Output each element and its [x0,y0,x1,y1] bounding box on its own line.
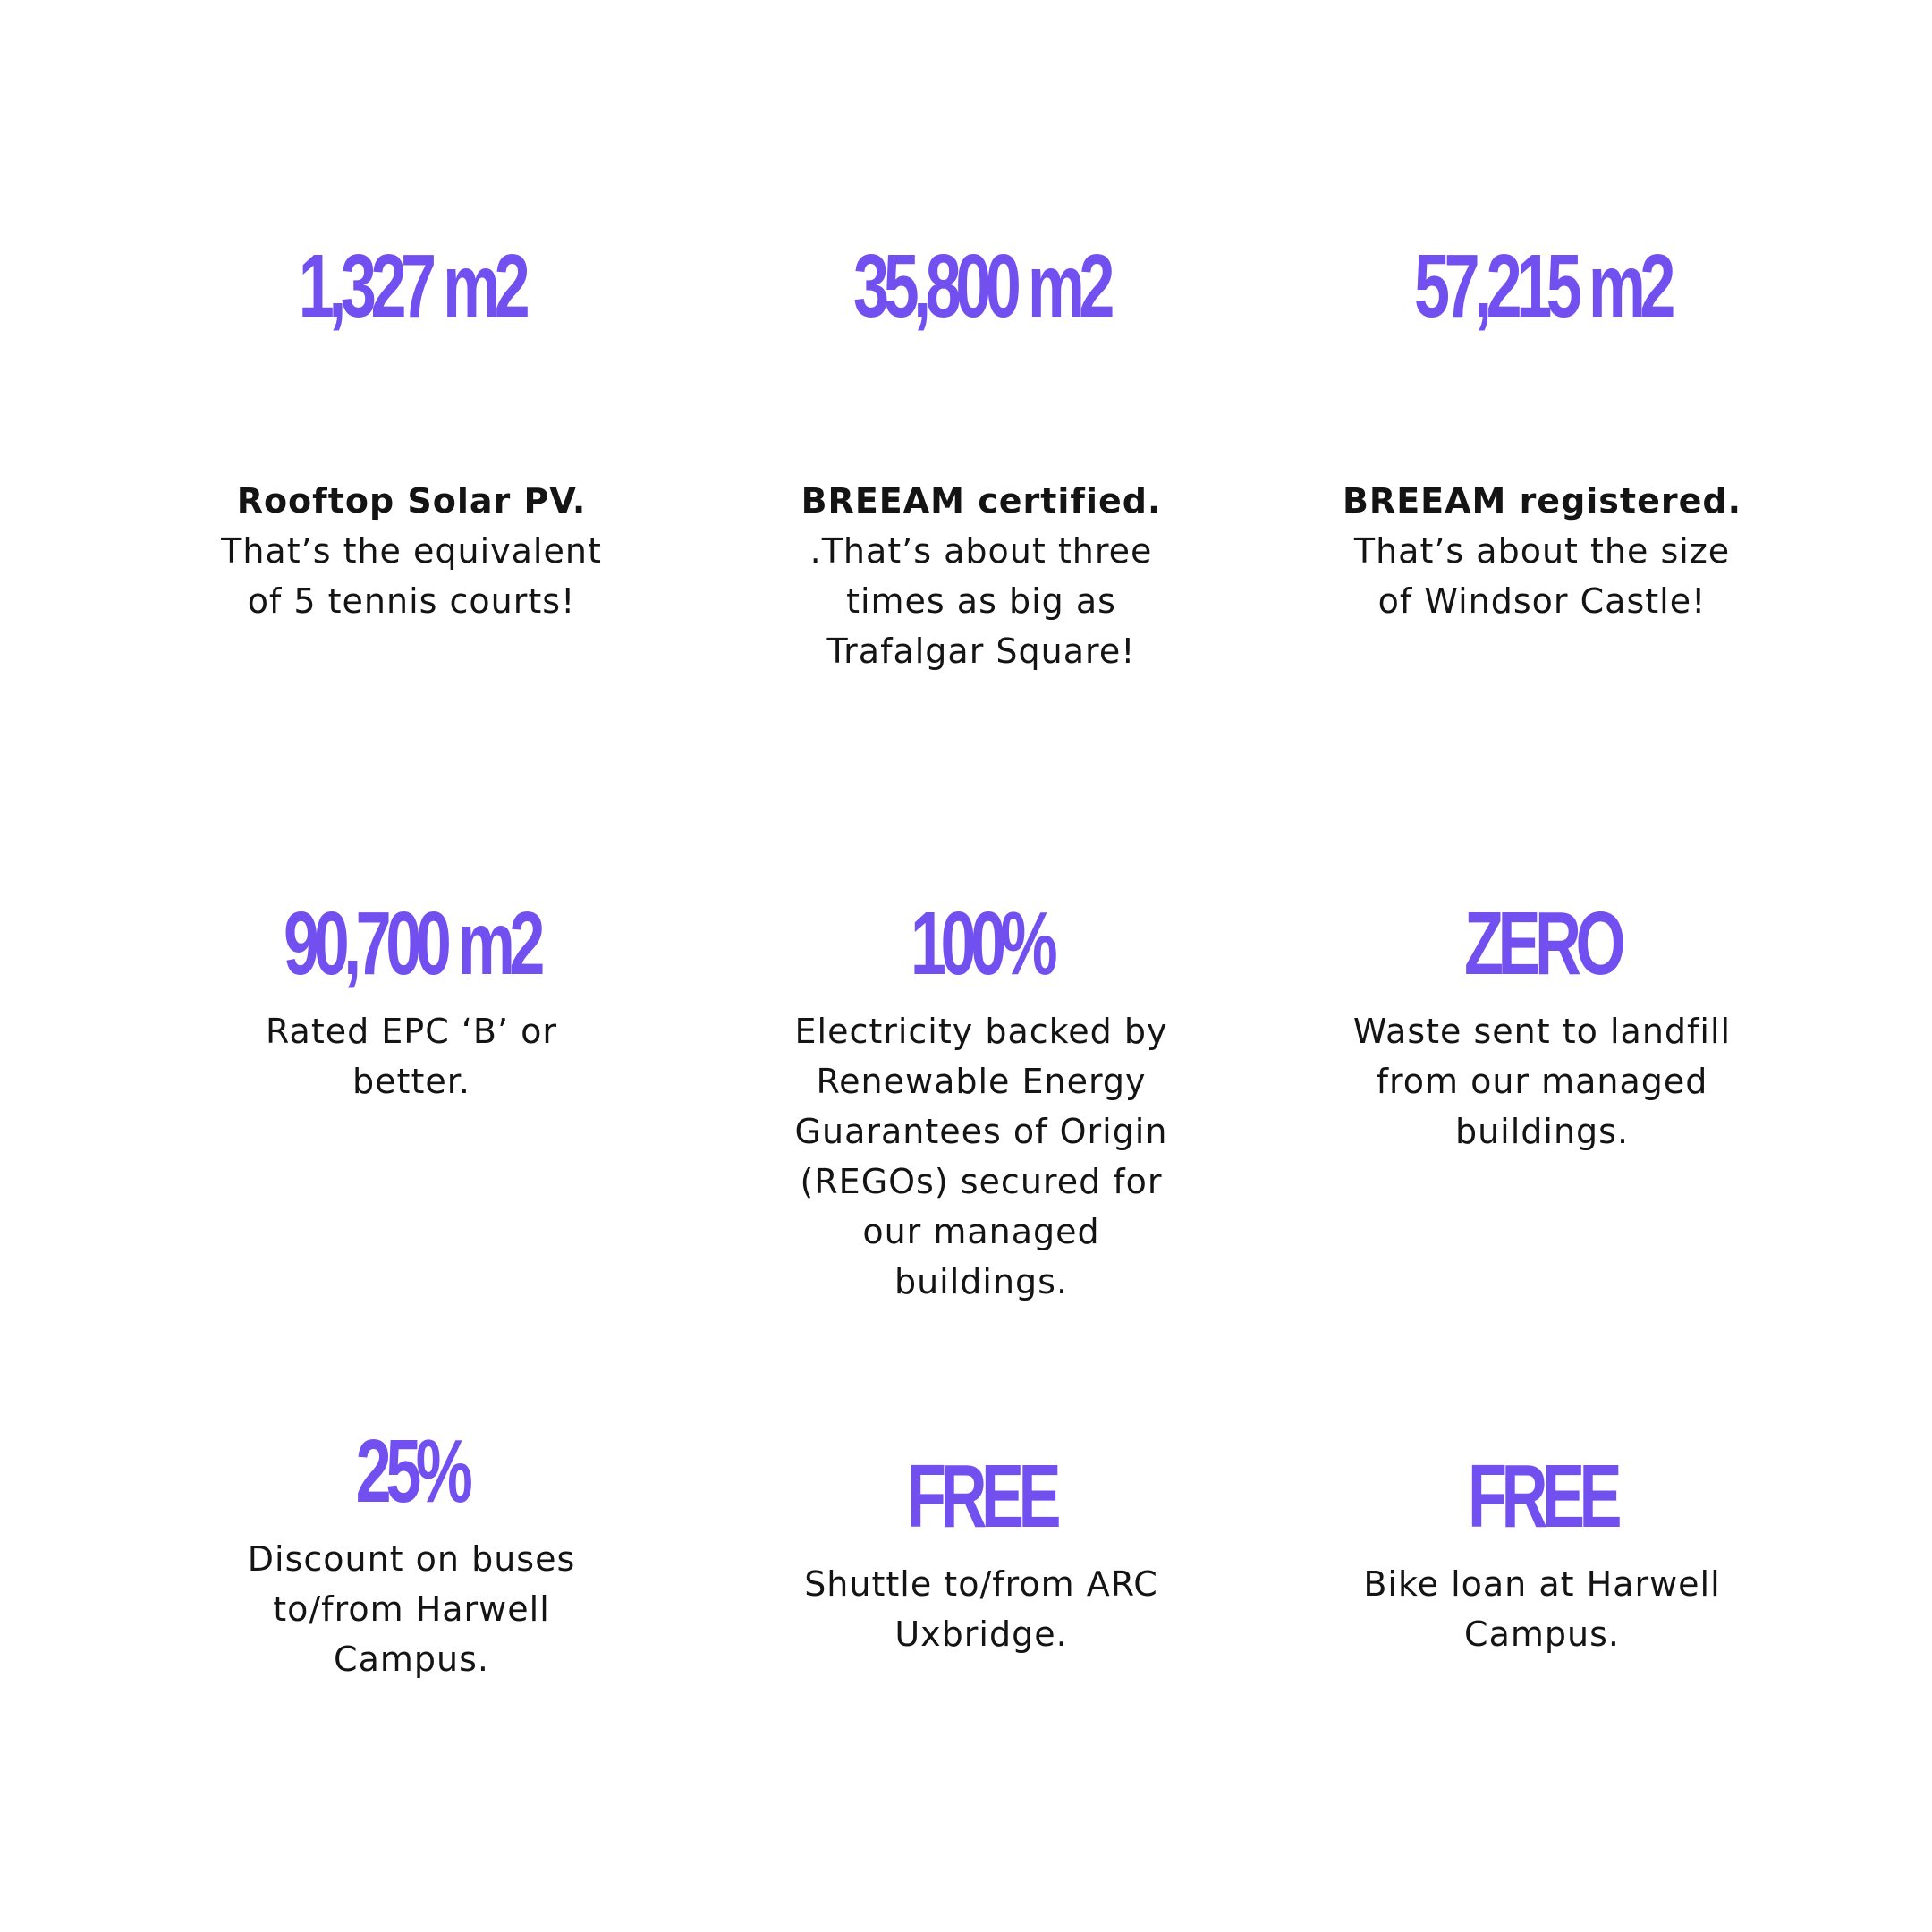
stat-description [713,476,1250,676]
stat-line: Bike loan at Harwell [1363,1564,1721,1604]
stat-description [1274,1559,1810,1659]
stat-line: to/from Harwell [273,1589,550,1629]
stat-figure: FREE [1467,1446,1617,1546]
stat-figure: 25% [355,1421,468,1521]
stat-rooftop-solar [143,236,680,626]
stat-line: from our managed [1376,1062,1708,1101]
stat-line: of 5 tennis courts! [247,581,576,621]
stat-description [713,1559,1250,1659]
stat-figure: 1,327 m2 [298,236,525,336]
stat-description [713,1006,1250,1307]
stat-line: Campus. [334,1640,489,1679]
stat-description [1274,1006,1810,1157]
stat-bus-discount [143,1421,680,1684]
stat-line: of Windsor Castle! [1377,581,1707,621]
stat-renewable-electricity [713,894,1250,1307]
stat-lead: BREEAM registered. [1342,481,1742,521]
stat-lead: BREEAM certified. [801,481,1162,521]
stat-line: Discount on buses [247,1539,576,1579]
stat-line: Renewable Energy [816,1062,1147,1101]
stat-line: (REGOs) secured for [800,1162,1163,1201]
stat-line: That’s about the size [1353,531,1731,571]
stat-line: buildings. [1454,1112,1630,1151]
stat-line: times as big as [846,581,1116,621]
stat-line: Rated EPC ‘B’ or [265,1012,558,1051]
stat-line: Trafalgar Square! [826,631,1136,671]
stat-line: Electricity backed by [794,1012,1168,1051]
stat-description [143,1006,680,1106]
stat-free-bike-loan [1274,1446,1810,1659]
stat-description [143,1534,680,1684]
stat-line: .That’s about three [809,531,1153,571]
stat-line: That’s the equivalent [221,531,602,571]
stat-line: better. [352,1062,470,1101]
stat-zero-landfill [1274,894,1810,1157]
stat-lead: Rooftop Solar PV. [236,481,587,521]
stat-figure: 57,215 m2 [1414,236,1670,336]
stat-line: our managed [862,1212,1100,1251]
stat-epc-rating [143,894,680,1106]
stat-description [1274,476,1810,626]
stat-figure: FREE [906,1446,1056,1546]
stat-line: Uxbridge. [894,1614,1068,1654]
stat-free-shuttle [713,1446,1250,1659]
stat-breeam-certified [713,236,1250,676]
stat-line: Waste sent to landfill [1352,1012,1732,1051]
stat-breeam-registered [1274,236,1810,626]
stat-description [143,476,680,626]
stat-line: buildings. [894,1262,1069,1301]
stat-line: Shuttle to/from ARC [804,1564,1158,1604]
stat-figure: 100% [910,894,1053,994]
stat-figure: ZERO [1463,894,1621,994]
stat-figure: 90,700 m2 [284,894,539,994]
stat-line: Campus. [1464,1614,1620,1654]
stat-line: Guarantees of Origin [794,1112,1168,1151]
stat-figure: 35,800 m2 [853,236,1109,336]
